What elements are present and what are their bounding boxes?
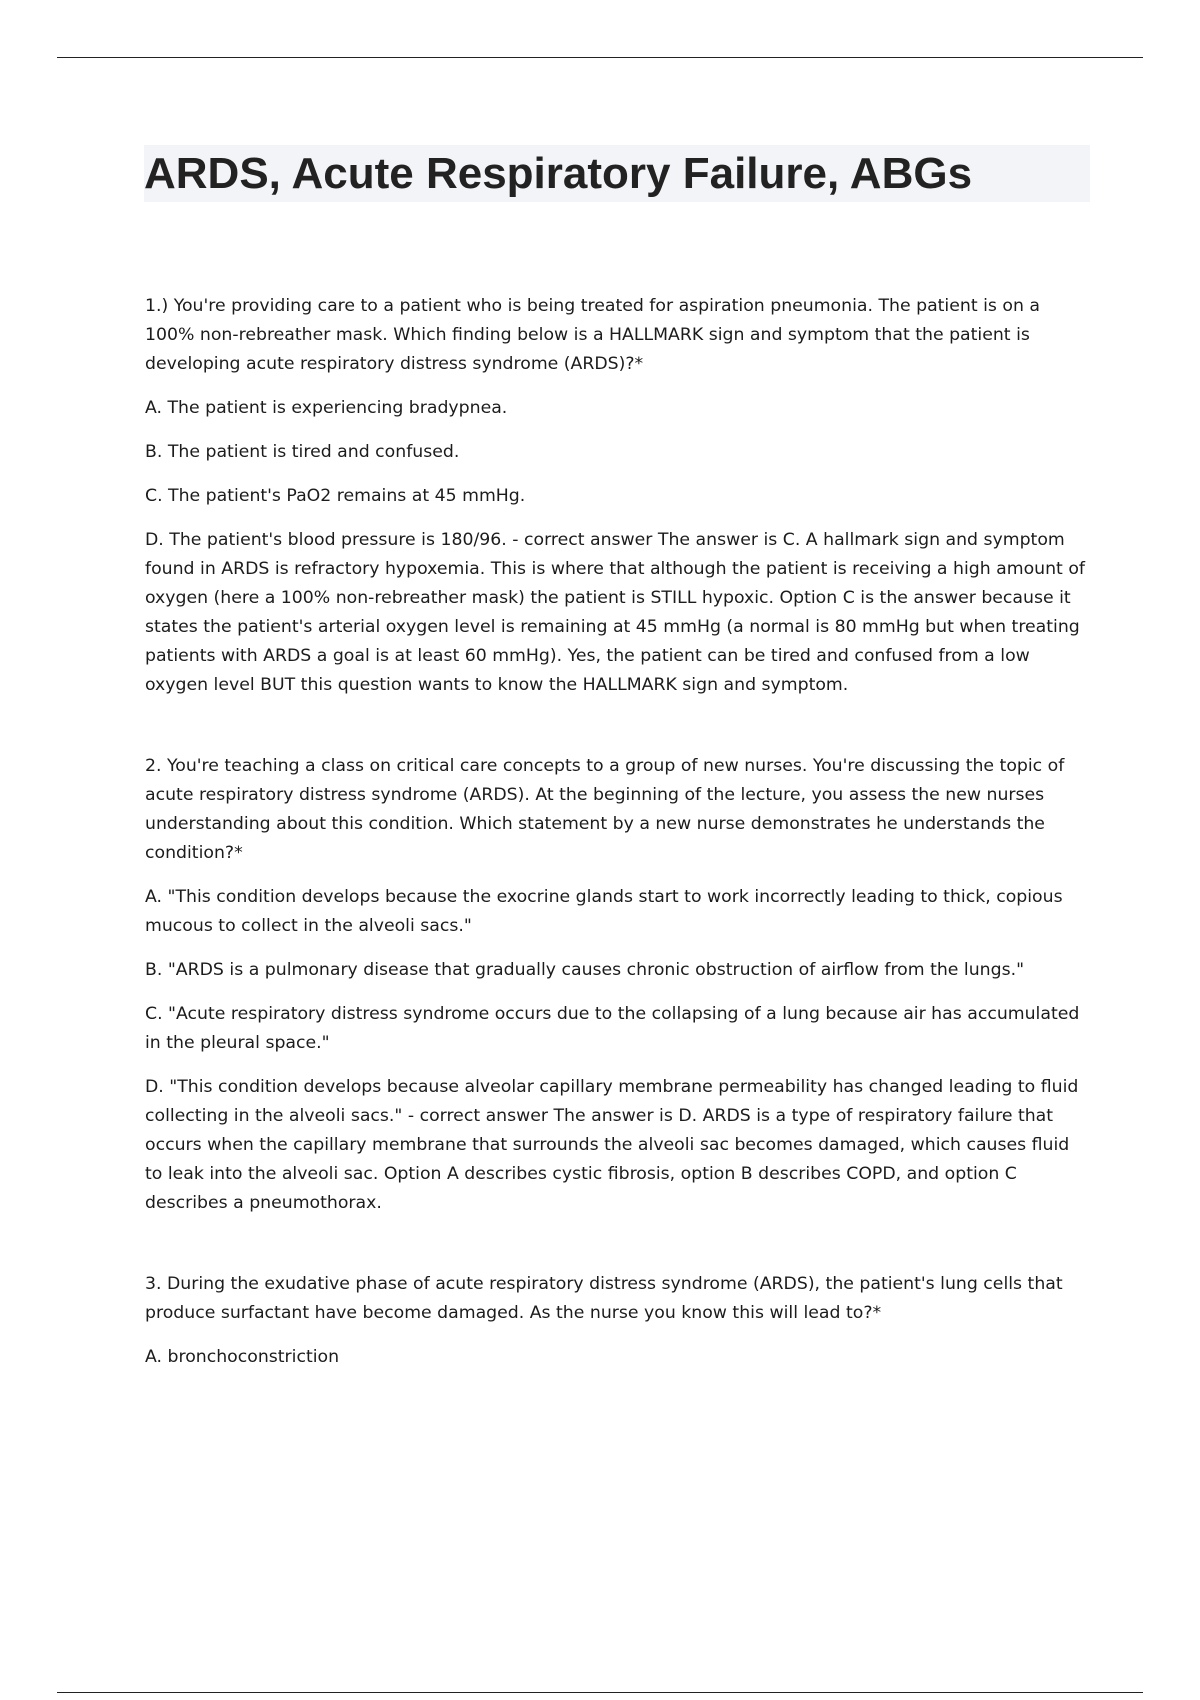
header-rule [57, 57, 1143, 58]
answer-option: A. bronchoconstriction [145, 1347, 340, 1367]
answer-option-with-explanation: D. The patient's blood pressure is 180/96. - correct answer The answer is C. A hallmark sign and symptom found in ARDS is refractory hypoxemia. This is where that although the patient is receiving a high amount of oxygen (here a 100% non-rebreather mask) the patient is STILL hypoxic. Option C is the answer because it states the patient's arterial oxygen level is remaining at 45 mmHg (a normal is 80 mmHg but when treating patients with ARDS a goal is at least 60 mmHg). Yes, the patient can be tired and confused from a low oxygen level BUT this question wants to know the HALLMARK sign and symptom. [145, 530, 1085, 695]
footer-rule [57, 1692, 1143, 1693]
question-3 [145, 1270, 1085, 1372]
question-2 [145, 752, 1085, 1218]
question-stem: 2. You're teaching a class on critical care concepts to a group of new nurses. You're discussing the topic of acute respiratory distress syndrome (ARDS). At the beginning of the lecture, you assess the new nurses understanding about this condition. Which statement by a new nurse demonstrates he understands the condition?* [145, 756, 1065, 863]
answer-option: B. The patient is tired and confused. [145, 442, 460, 462]
answer-option: B. "ARDS is a pulmonary disease that gradually causes chronic obstruction of airflow from the lungs." [145, 960, 1025, 980]
question-stem: 3. During the exudative phase of acute respiratory distress syndrome (ARDS), the patient's lung cells that produce surfactant have become damaged. As the nurse you know this will lead to?* [145, 1274, 1063, 1323]
document-title: ARDS, Acute Respiratory Failure, ABGs [144, 149, 973, 198]
answer-option: A. "This condition develops because the exocrine glands start to work incorrectly leading to thick, copious mucous to collect in the alveoli sacs." [145, 887, 1063, 936]
answer-option: C. "Acute respiratory distress syndrome occurs due to the collapsing of a lung because air has accumulated in the pleural space." [145, 1004, 1080, 1053]
question-1 [145, 292, 1085, 700]
document-body [145, 292, 1085, 1387]
title-block [144, 145, 1090, 202]
question-stem: 1.) You're providing care to a patient who is being treated for aspiration pneumonia. The patient is on a 100% non-rebreather mask. Which finding below is a HALLMARK sign and symptom that the patient is developing acute respiratory distress syndrome (ARDS)?* [145, 296, 1040, 374]
answer-option-with-explanation: D. "This condition develops because alveolar capillary membrane permeability has changed leading to fluid collecting in the alveoli sacs." - correct answer The answer is D. ARDS is a type of respiratory failure that occurs when the capillary membrane that surrounds the alveoli sac becomes damaged, which causes fluid to leak into the alveoli sac. Option A describes cystic fibrosis, option B describes COPD, and option C describes a pneumothorax. [145, 1077, 1079, 1213]
answer-option: A. The patient is experiencing bradypnea. [145, 398, 508, 418]
answer-option: C. The patient's PaO2 remains at 45 mmHg. [145, 486, 526, 506]
